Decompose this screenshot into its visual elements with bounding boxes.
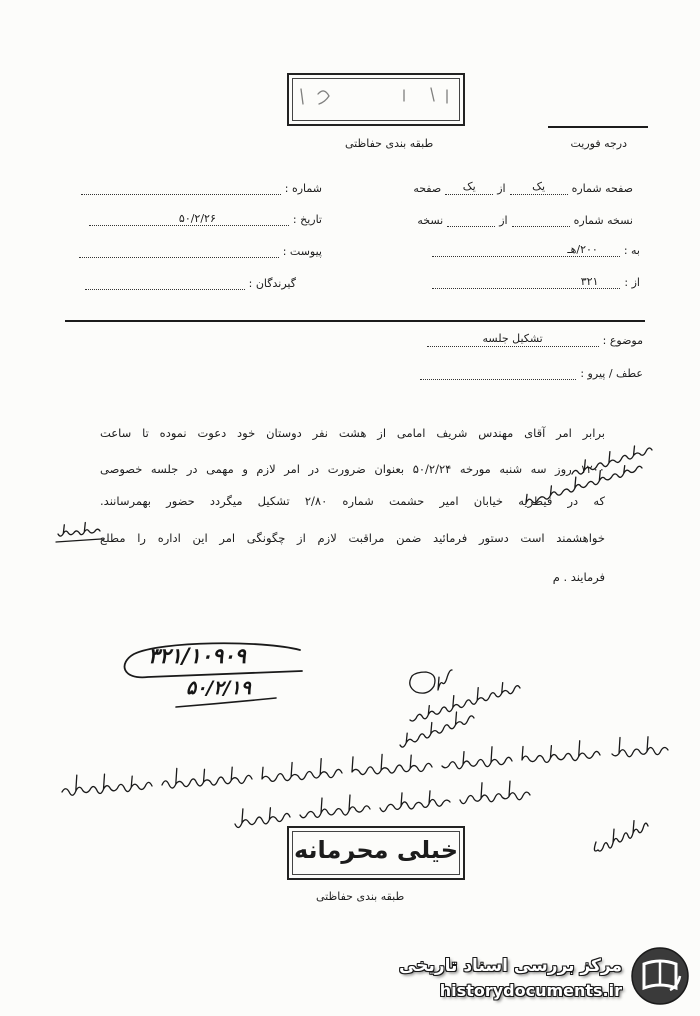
handwriting-word: [300, 795, 370, 818]
center-note: [400, 670, 520, 747]
copy-number-value: [512, 212, 570, 227]
reference-label: عطف / پیرو :: [580, 367, 643, 380]
page-total-value: یک: [445, 180, 493, 195]
long-note-line-1: [62, 737, 668, 795]
to-value: ۲۰۰/هـ: [432, 243, 620, 257]
body-line-4: خواهشمند است دستور فرمائید ضمن مراقبت لازم از چگونگی امر این اداره را مطلع: [100, 531, 605, 545]
urgency-rule: [548, 126, 648, 128]
subject-value: تشکیل جلسه: [427, 332, 599, 347]
page-number-value: یک: [510, 180, 568, 195]
handwriting-word: [612, 737, 668, 757]
long-note-line-2: [235, 781, 530, 827]
handwriting-word: [262, 759, 342, 782]
handwriting-word: [162, 767, 252, 788]
handwriting-stroke: [58, 523, 100, 537]
date-label: تاریخ :: [292, 213, 322, 226]
bottom-stamp-box: [287, 826, 465, 880]
body-line-5: فرمایند . م: [552, 570, 605, 584]
number-label: شماره :: [284, 182, 322, 195]
body-line-2: ۱۲۰۰ روز سه شنبه مورخه ۵۰/۲/۲۴ بعنوان ضرورت در امر لازم و مهمی در جلسه خصوصی: [100, 462, 605, 476]
number-note: [594, 821, 648, 851]
handwriting-stroke: [438, 670, 452, 690]
handwriting-word: [235, 808, 290, 828]
top-stamp-inner-border: [292, 78, 460, 121]
handwriting-word: [460, 781, 530, 804]
handwriting-stroke: [410, 683, 520, 721]
reference-row: [416, 365, 643, 380]
urgency-label: درجه فوریت: [570, 137, 627, 150]
copy-number-label: نسخه شماره: [573, 214, 633, 227]
recipients-value: [85, 275, 245, 290]
handwritten-registry-number: ۳۲۱/۱۰۹۰۹: [148, 644, 246, 668]
handwriting-loop: [410, 672, 435, 693]
subject-label: موضوع :: [602, 334, 643, 347]
handwriting-stroke: [598, 821, 648, 851]
handwriting-word: [442, 747, 512, 769]
logo-icon: [630, 946, 690, 1006]
handwriting-stroke: [400, 712, 474, 747]
date-value: ۵۰/۲/۲۶: [89, 212, 289, 226]
attachment-value: [79, 243, 279, 258]
to-row: [428, 243, 640, 257]
from-value: ۳۲۱: [432, 275, 620, 289]
handwriting-word: [352, 754, 432, 774]
copy-unit-label: نسخه: [417, 214, 444, 227]
body-line-1: برابر امر آقای مهندس شریف امامی از هشت نفر دوستان خود دعوت نموده تا ساعت: [100, 426, 605, 440]
header-separator: [65, 320, 645, 322]
registry-date-underline: [176, 698, 276, 707]
attachment-row: [75, 243, 322, 258]
margin-note-left: [56, 523, 101, 543]
page-number-label: صفحه شماره: [571, 182, 633, 195]
handwriting-word: [522, 741, 600, 763]
handwriting-underline: [56, 539, 101, 542]
classification-top: طبقه بندی حفاظتی: [345, 137, 434, 150]
top-stamp-box: [287, 73, 465, 126]
number-row: [77, 180, 322, 195]
number-value: [81, 180, 281, 195]
attachment-label: پیوست :: [282, 245, 322, 258]
recipients-label: گیرندگان :: [248, 277, 296, 290]
recipients-row: [81, 275, 296, 290]
date-row: [85, 212, 322, 226]
handwriting-hook: [594, 842, 598, 851]
bottom-stamp-text: خیلی محرمانه: [293, 836, 459, 864]
copy-of-label: از: [499, 214, 508, 227]
page-of-label: از: [497, 182, 506, 195]
subject-row: [423, 332, 643, 347]
classification-bottom: طبقه بندی حفاظتی: [316, 890, 405, 903]
to-label: به :: [623, 244, 640, 257]
watermark-site: historydocuments.ir: [439, 981, 622, 1000]
reference-value: [420, 365, 576, 380]
body-line-3: که در قیطریه خیابان امیر حشمت شماره ۲/۸۰ تشکیل میگردد حضور بهمرسانند.: [100, 494, 605, 508]
page-number-row: [413, 180, 633, 195]
copy-total-value: [447, 212, 495, 227]
watermark-title: مرکز بررسی اسناد تاریخی: [399, 956, 622, 976]
handwritten-registry-date: ۵۰/۲/۱۹: [186, 677, 251, 699]
from-row: [428, 275, 640, 289]
page-unit-label: صفحه: [413, 182, 442, 195]
handwriting-word: [62, 774, 152, 795]
from-label: از :: [624, 276, 640, 289]
handwriting-word: [380, 791, 450, 812]
copy-number-row: [417, 212, 633, 227]
